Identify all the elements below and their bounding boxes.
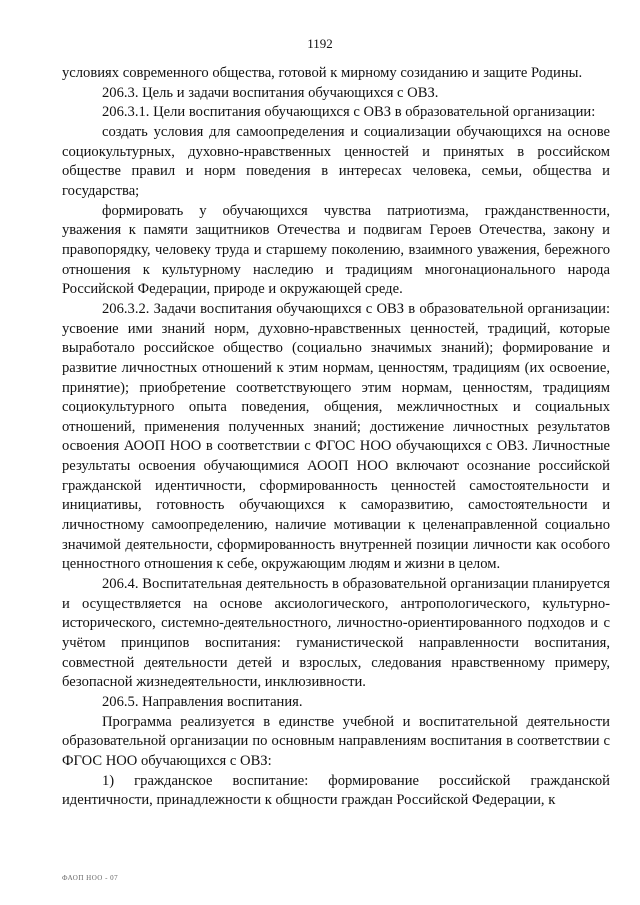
paragraph-goal-1: создать условия для самоопределения и социализации обучающихся на основе социокультурных, духовно-нравственных ценностей и принятых в российском обществе правил и норм поведения в интересах человека, семьи, общества и государства; bbox=[62, 123, 610, 199]
paragraph-goal-2: формировать у обучающихся чувства патриотизма, гражданственности, уважения к памяти защитников Отечества и подвигам Героев Отечества, закону и правопорядку, человеку труда и старшему поколению, взаимного уважения, бережного отношения к культурному наследию и традициям многонационального народа Российской Федерации, природе и окружающей среде. bbox=[62, 202, 610, 298]
paragraph-program: Программа реализуется в единстве учебной и воспитательной деятельности образовательной организации по основным направлениям воспитания в соответствии с ФГОС НОО обучающихся с ОВЗ: bbox=[62, 713, 610, 769]
paragraph-206-3-2: 206.3.2. Задачи воспитания обучающихся с ОВЗ в образовательной организации: усвоение ими знаний норм, духовно-нравственных ценностей, традиций, которые выработало российское общество (социально значимых знаний); формирование и развитие личностных отношений к этим нормам, ценностям, традициям (их освоение, принятие); приобретение соответствующего этим нормам, ценностям, традициям социокультурного опыта поведения, общения, межличностных и социальных отношений, применения полученных знаний; достижение личностных результатов освоения АООП НОО в соответствии с ФГОС НОО обучающихся с ОВЗ. Личностные результаты освоения обучающимися АООП НОО включают осознание российской гражданской идентичности, сформированность ценностей самостоятельности и инициативы, готовность обучающихся к саморазвитию, самостоятельности и личностному самоопределению, наличие мотивации к целенаправленной социально значимой деятельности, сформированность внутренней позиции личности как особого ценностного отношения к себе, окружающим людям и жизни в целом. bbox=[62, 300, 610, 573]
section-heading-206-3: 206.3. Цель и задачи воспитания обучающихся с ОВЗ. bbox=[102, 84, 439, 101]
document-body bbox=[62, 64, 610, 811]
section-heading-206-3-1: 206.3.1. Цели воспитания обучающихся с ОВЗ в образовательной организации: bbox=[102, 104, 596, 121]
paragraph-206-4: 206.4. Воспитательная деятельность в образовательной организации планируется и осуществляется на основе аксиологического, антропологического, культурно-исторического, системно-деятельностного, личностно-ориентированного подходов и с учётом принципов воспитания: гуманистической направленности воспитания, совместной деятельности детей и взрослых, следования нравственному примеру, безопасной жизнедеятельности, инклюзивности. bbox=[62, 576, 610, 691]
section-heading-206-5: 206.5. Направления воспитания. bbox=[102, 694, 303, 710]
page-number: 1192 bbox=[307, 36, 333, 51]
footer-code: ФАОП НОО - 07 bbox=[62, 874, 119, 882]
list-item-civic-education: 1) гражданское воспитание: формирование российской гражданской идентичности, принадлежности к общности граждан Российской Федерации, к bbox=[62, 772, 610, 809]
paragraph-continuation: условиях современного общества, готовой к мирному созиданию и защите Родины. bbox=[62, 65, 583, 81]
